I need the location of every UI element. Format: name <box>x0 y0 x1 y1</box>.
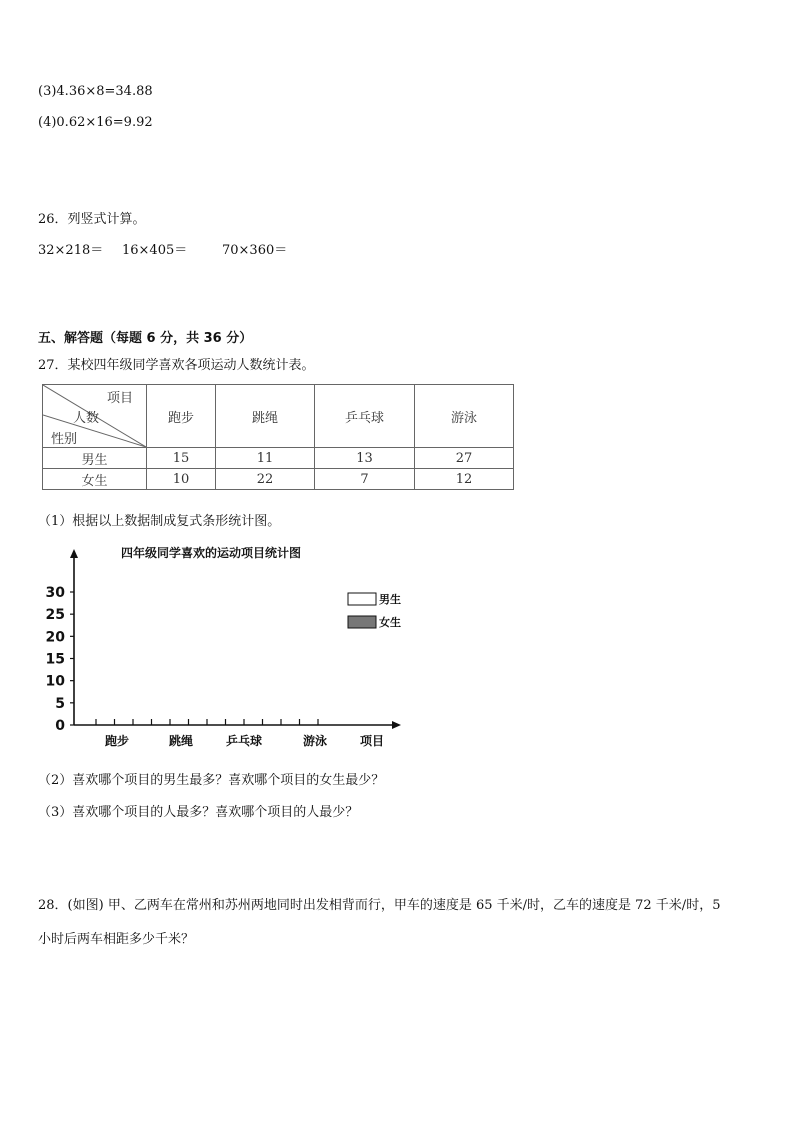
y-tick-label: 20 <box>45 629 65 646</box>
y-tick-label: 5 <box>55 695 65 712</box>
table-cell: 15 <box>147 448 216 469</box>
legend-swatch-girls <box>348 616 376 628</box>
chart-title: 四年级同学喜欢的运动项目统计图 <box>121 546 302 560</box>
sports-stats-table <box>42 384 514 490</box>
y-axis-arrow <box>70 549 78 558</box>
legend-swatch-boys <box>348 593 376 605</box>
y-tick-label: 10 <box>45 673 65 690</box>
bar-chart <box>40 545 420 755</box>
q26-problem-b: 16×405＝ <box>122 243 188 258</box>
col-header: 游泳 <box>415 385 514 448</box>
q27-sub-1: （1）根据以上数据制成复式条形统计图。 <box>38 514 281 529</box>
q27-sub-3: （3）喜欢哪个项目的人最多？喜欢哪个项目的人最少？ <box>38 805 359 820</box>
table-cell: 22 <box>216 469 315 490</box>
y-tick-label: 30 <box>45 585 65 601</box>
x-category-label: 跑步 <box>104 734 130 748</box>
table-cell: 7 <box>315 469 415 490</box>
table-cell: 27 <box>415 448 514 469</box>
diag-label-gender: 性别 <box>51 432 78 447</box>
diag-label-count: 人数 <box>73 411 100 426</box>
q27-title: 27．某校四年级同学喜欢各项运动人数统计表。 <box>38 358 315 373</box>
legend-label-boys: 男生 <box>379 593 401 606</box>
col-header: 跑步 <box>147 385 216 448</box>
q28-line-1: 28．(如图) 甲、乙两车在常州和苏州两地同时出发相背而行，甲车的速度是 65 千米/时，乙车的速度是 72 千米/时，5 <box>38 898 721 913</box>
table-cell: 11 <box>216 448 315 469</box>
y-tick-label: 0 <box>55 718 65 734</box>
row-label: 女生 <box>43 469 147 490</box>
x-category-label: 跳绳 <box>168 734 194 748</box>
section-5-heading: 五、解答题（每题 6 分，共 36 分） <box>38 331 253 346</box>
row-label: 男生 <box>43 448 147 469</box>
col-header: 乒乓球 <box>315 385 415 448</box>
diagonal-header-cell <box>43 385 147 448</box>
y-tick-label: 25 <box>45 607 65 624</box>
diag-label-item: 项目 <box>107 391 134 406</box>
q26-problem-c: 70×360＝ <box>222 243 288 258</box>
table-row <box>43 448 514 469</box>
x-axis-label: 项目 <box>359 734 385 748</box>
col-header: 跳绳 <box>216 385 315 448</box>
x-axis-arrow <box>392 721 401 729</box>
y-tick-label: 15 <box>45 651 65 668</box>
q25-item-4: (4)0.62×16=9.92 <box>38 115 153 130</box>
x-category-label: 乒乓球 <box>225 734 263 748</box>
q26-problem-a: 32×218＝ <box>38 243 104 258</box>
table-row <box>43 469 514 490</box>
q26-title: 26．列竖式计算。 <box>38 212 146 227</box>
x-category-label: 游泳 <box>302 734 328 748</box>
table-cell: 13 <box>315 448 415 469</box>
table-cell: 10 <box>147 469 216 490</box>
q25-item-3: (3)4.36×8=34.88 <box>38 84 153 99</box>
q27-sub-2: （2）喜欢哪个项目的男生最多？喜欢哪个项目的女生最少？ <box>38 773 385 788</box>
table-cell: 12 <box>415 469 514 490</box>
legend-label-girls: 女生 <box>379 616 401 629</box>
q28-line-2: 小时后两车相距多少千米？ <box>38 932 195 947</box>
